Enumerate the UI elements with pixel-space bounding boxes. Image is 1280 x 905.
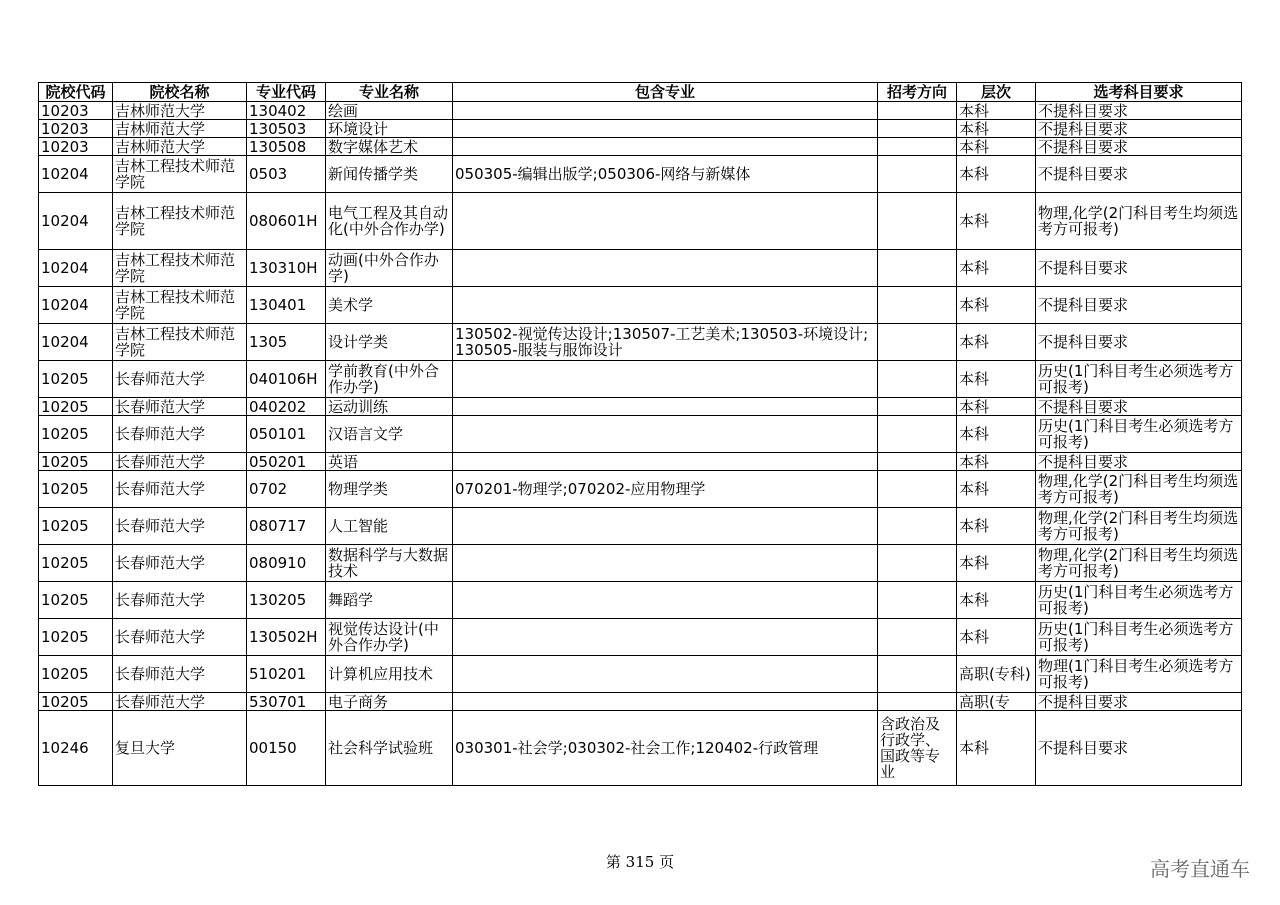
cell-major-code: 1305 (247, 324, 326, 361)
table-row (39, 693, 1242, 711)
cell-direction (878, 508, 957, 545)
cell-school-code: 10205 (39, 416, 113, 453)
table-row (39, 656, 1242, 693)
cell-included-majors (453, 693, 878, 711)
table-row (39, 471, 1242, 508)
cell-school-code: 10204 (39, 156, 113, 193)
cell-level: 本科 (957, 120, 1036, 138)
cell-level: 本科 (957, 138, 1036, 156)
cell-level: 本科 (957, 508, 1036, 545)
cell-major-name: 数字媒体艺术 (326, 138, 453, 156)
header-major-name: 专业名称 (326, 83, 453, 102)
cell-level: 本科 (957, 545, 1036, 582)
cell-included-majors (453, 287, 878, 324)
cell-school-code: 10205 (39, 582, 113, 619)
cell-school-code: 10205 (39, 693, 113, 711)
cell-major-code: 080910 (247, 545, 326, 582)
cell-major-code: 130205 (247, 582, 326, 619)
cell-major-code: 0702 (247, 471, 326, 508)
cell-school-name: 长春师范大学 (113, 656, 247, 693)
cell-level: 本科 (957, 287, 1036, 324)
cell-included-majors (453, 120, 878, 138)
cell-school-name: 长春师范大学 (113, 416, 247, 453)
cell-direction (878, 193, 957, 250)
cell-level: 本科 (957, 250, 1036, 287)
cell-major-name: 新闻传播学类 (326, 156, 453, 193)
cell-direction (878, 361, 957, 398)
cell-included-majors (453, 361, 878, 398)
cell-included-majors: 050305-编辑出版学;050306-网络与新媒体 (453, 156, 878, 193)
cell-school-code: 10203 (39, 102, 113, 120)
cell-school-code: 10246 (39, 711, 113, 786)
cell-subject-requirement: 不提科目要求 (1036, 453, 1242, 471)
header-subject-requirement: 选考科目要求 (1036, 83, 1242, 102)
cell-level: 高职(专 (957, 693, 1036, 711)
table-row (39, 545, 1242, 582)
cell-direction (878, 582, 957, 619)
cell-school-code: 10204 (39, 324, 113, 361)
cell-subject-requirement: 历史(1门科目考生必须选考方可报考) (1036, 416, 1242, 453)
header-direction: 招考方向 (878, 83, 957, 102)
cell-level: 高职(专科) (957, 656, 1036, 693)
cell-major-name: 数据科学与大数据技术 (326, 545, 453, 582)
cell-included-majors (453, 102, 878, 120)
cell-subject-requirement: 不提科目要求 (1036, 398, 1242, 416)
cell-school-code: 10203 (39, 138, 113, 156)
table-row (39, 416, 1242, 453)
cell-school-name: 吉林工程技术师范学院 (113, 287, 247, 324)
cell-included-majors: 030301-社会学;030302-社会工作;120402-行政管理 (453, 711, 878, 786)
admissions-table (38, 82, 1242, 786)
cell-major-code: 130503 (247, 120, 326, 138)
cell-level: 本科 (957, 453, 1036, 471)
cell-major-code: 130502H (247, 619, 326, 656)
cell-direction (878, 693, 957, 711)
header-included-majors: 包含专业 (453, 83, 878, 102)
cell-subject-requirement: 不提科目要求 (1036, 693, 1242, 711)
header-major-code: 专业代码 (247, 83, 326, 102)
cell-level: 本科 (957, 156, 1036, 193)
cell-direction (878, 102, 957, 120)
cell-school-name: 长春师范大学 (113, 361, 247, 398)
cell-school-name: 吉林工程技术师范学院 (113, 156, 247, 193)
cell-direction (878, 287, 957, 324)
cell-subject-requirement: 不提科目要求 (1036, 287, 1242, 324)
table-row (39, 582, 1242, 619)
cell-included-majors (453, 508, 878, 545)
cell-direction (878, 156, 957, 193)
cell-major-code: 130310H (247, 250, 326, 287)
cell-level: 本科 (957, 324, 1036, 361)
cell-level: 本科 (957, 711, 1036, 786)
table-row (39, 508, 1242, 545)
cell-school-name: 吉林工程技术师范学院 (113, 324, 247, 361)
cell-included-majors: 070201-物理学;070202-应用物理学 (453, 471, 878, 508)
cell-included-majors (453, 250, 878, 287)
cell-included-majors (453, 138, 878, 156)
cell-included-majors (453, 619, 878, 656)
cell-direction (878, 138, 957, 156)
table-row (39, 361, 1242, 398)
header-row (39, 83, 1242, 102)
cell-major-code: 530701 (247, 693, 326, 711)
cell-major-code: 130402 (247, 102, 326, 120)
table-row (39, 711, 1242, 786)
cell-direction (878, 120, 957, 138)
page-number: 第 315 页 (605, 853, 675, 871)
header-school-name: 院校名称 (113, 83, 247, 102)
cell-school-code: 10205 (39, 619, 113, 656)
cell-school-name: 复旦大学 (113, 711, 247, 786)
cell-level: 本科 (957, 471, 1036, 508)
cell-school-code: 10204 (39, 287, 113, 324)
cell-direction (878, 545, 957, 582)
cell-major-code: 0503 (247, 156, 326, 193)
cell-included-majors (453, 545, 878, 582)
cell-direction: 含政治及行政学、国政等专业 (878, 711, 957, 786)
cell-school-name: 吉林师范大学 (113, 120, 247, 138)
cell-direction (878, 324, 957, 361)
cell-school-code: 10205 (39, 656, 113, 693)
cell-level: 本科 (957, 398, 1036, 416)
table-body (39, 102, 1242, 786)
cell-school-name: 长春师范大学 (113, 471, 247, 508)
cell-subject-requirement: 不提科目要求 (1036, 102, 1242, 120)
cell-major-code: 080717 (247, 508, 326, 545)
cell-subject-requirement: 不提科目要求 (1036, 156, 1242, 193)
cell-school-code: 10205 (39, 453, 113, 471)
cell-school-code: 10205 (39, 361, 113, 398)
cell-school-code: 10205 (39, 398, 113, 416)
cell-subject-requirement: 物理(1门科目考生必须选考方可报考) (1036, 656, 1242, 693)
cell-subject-requirement: 历史(1门科目考生必须选考方可报考) (1036, 619, 1242, 656)
cell-school-name: 长春师范大学 (113, 693, 247, 711)
cell-major-name: 人工智能 (326, 508, 453, 545)
cell-school-name: 吉林工程技术师范学院 (113, 193, 247, 250)
cell-level: 本科 (957, 416, 1036, 453)
cell-included-majors (453, 656, 878, 693)
cell-subject-requirement: 不提科目要求 (1036, 711, 1242, 786)
cell-major-name: 物理学类 (326, 471, 453, 508)
cell-direction (878, 471, 957, 508)
cell-direction (878, 398, 957, 416)
table-row (39, 619, 1242, 656)
cell-subject-requirement: 不提科目要求 (1036, 324, 1242, 361)
table-row (39, 102, 1242, 120)
cell-direction (878, 250, 957, 287)
table-row (39, 120, 1242, 138)
header-school-code: 院校代码 (39, 83, 113, 102)
cell-major-code: 080601H (247, 193, 326, 250)
cell-included-majors (453, 398, 878, 416)
cell-major-name: 汉语言文学 (326, 416, 453, 453)
cell-subject-requirement: 不提科目要求 (1036, 120, 1242, 138)
header-level: 层次 (957, 83, 1036, 102)
cell-major-name: 运动训练 (326, 398, 453, 416)
cell-school-name: 吉林工程技术师范学院 (113, 250, 247, 287)
cell-major-name: 社会科学试验班 (326, 711, 453, 786)
cell-direction (878, 453, 957, 471)
cell-major-code: 00150 (247, 711, 326, 786)
cell-major-code: 130401 (247, 287, 326, 324)
cell-school-name: 长春师范大学 (113, 545, 247, 582)
cell-subject-requirement: 物理,化学(2门科目考生均须选考方可报考) (1036, 508, 1242, 545)
cell-school-code: 10205 (39, 508, 113, 545)
cell-school-code: 10205 (39, 545, 113, 582)
table-row (39, 156, 1242, 193)
cell-included-majors (453, 416, 878, 453)
cell-major-name: 舞蹈学 (326, 582, 453, 619)
cell-major-name: 视觉传达设计(中外合作办学) (326, 619, 453, 656)
cell-direction (878, 416, 957, 453)
cell-level: 本科 (957, 193, 1036, 250)
table-row (39, 324, 1242, 361)
watermark: 高考直通车 (1150, 857, 1250, 881)
cell-major-name: 学前教育(中外合作办学) (326, 361, 453, 398)
cell-major-name: 设计学类 (326, 324, 453, 361)
table-row (39, 138, 1242, 156)
cell-school-code: 10204 (39, 193, 113, 250)
cell-level: 本科 (957, 619, 1036, 656)
cell-subject-requirement: 物理,化学(2门科目考生均须选考方可报考) (1036, 471, 1242, 508)
cell-school-name: 长春师范大学 (113, 398, 247, 416)
cell-school-code: 10204 (39, 250, 113, 287)
cell-school-name: 长春师范大学 (113, 508, 247, 545)
cell-major-name: 英语 (326, 453, 453, 471)
cell-major-code: 050101 (247, 416, 326, 453)
cell-subject-requirement: 不提科目要求 (1036, 250, 1242, 287)
table-row (39, 250, 1242, 287)
table-row (39, 453, 1242, 471)
cell-major-code: 040202 (247, 398, 326, 416)
cell-school-name: 长春师范大学 (113, 619, 247, 656)
cell-subject-requirement: 历史(1门科目考生必须选考方可报考) (1036, 582, 1242, 619)
cell-major-code: 510201 (247, 656, 326, 693)
table-row (39, 193, 1242, 250)
cell-subject-requirement: 物理,化学(2门科目考生均须选考方可报考) (1036, 545, 1242, 582)
cell-major-code: 130508 (247, 138, 326, 156)
table-row (39, 398, 1242, 416)
cell-major-name: 计算机应用技术 (326, 656, 453, 693)
cell-school-code: 10205 (39, 471, 113, 508)
cell-direction (878, 619, 957, 656)
cell-major-name: 美术学 (326, 287, 453, 324)
cell-included-majors (453, 453, 878, 471)
cell-major-name: 绘画 (326, 102, 453, 120)
cell-included-majors (453, 193, 878, 250)
cell-major-name: 动画(中外合作办学) (326, 250, 453, 287)
cell-major-name: 电气工程及其自动化(中外合作办学) (326, 193, 453, 250)
cell-major-name: 电子商务 (326, 693, 453, 711)
cell-subject-requirement: 历史(1门科目考生必须选考方可报考) (1036, 361, 1242, 398)
cell-direction (878, 656, 957, 693)
cell-school-name: 吉林师范大学 (113, 138, 247, 156)
cell-included-majors (453, 582, 878, 619)
cell-major-name: 环境设计 (326, 120, 453, 138)
cell-school-code: 10203 (39, 120, 113, 138)
cell-major-code: 040106H (247, 361, 326, 398)
cell-school-name: 长春师范大学 (113, 453, 247, 471)
cell-subject-requirement: 物理,化学(2门科目考生均须选考方可报考) (1036, 193, 1242, 250)
cell-subject-requirement: 不提科目要求 (1036, 138, 1242, 156)
cell-included-majors: 130502-视觉传达设计;130507-工艺美术;130503-环境设计;130505-服装与服饰设计 (453, 324, 878, 361)
cell-school-name: 长春师范大学 (113, 582, 247, 619)
cell-major-code: 050201 (247, 453, 326, 471)
cell-level: 本科 (957, 361, 1036, 398)
cell-level: 本科 (957, 102, 1036, 120)
cell-level: 本科 (957, 582, 1036, 619)
table-row (39, 287, 1242, 324)
cell-school-name: 吉林师范大学 (113, 102, 247, 120)
